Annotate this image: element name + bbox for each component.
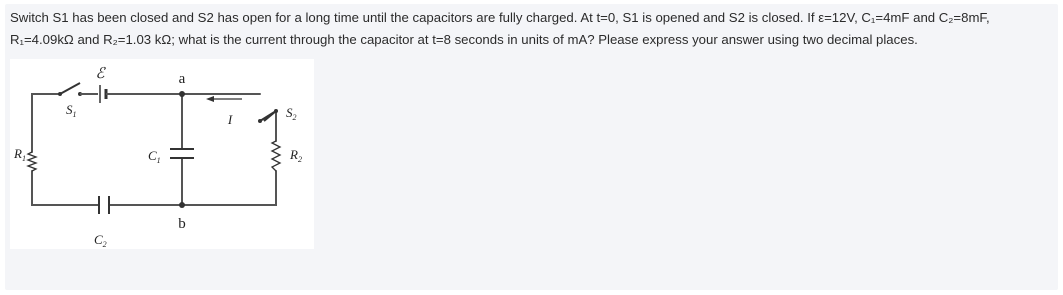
circuit-figure [10, 59, 314, 249]
resistor-r1-label: $R_1$ [14, 146, 26, 163]
resistor-r2-label: $R_2$ [290, 147, 302, 164]
node-a-label: a [178, 71, 186, 87]
question-line-2: R₁=4.09kΩ and R₂=1.03 kΩ; what is the current through the capacitor at t=8 seconds in units of mA? Please express your answer using two decimal places. [10, 32, 918, 47]
capacitor-c1-label: $C_1$ [148, 148, 161, 165]
capacitor-c2-label: $C_2$ [94, 232, 107, 249]
node-b-label: b [178, 216, 186, 232]
switch-s1-pivot [58, 92, 62, 96]
switch-s2-contact [274, 109, 278, 113]
node-b-dot [179, 202, 185, 208]
wire-right-lower [184, 171, 276, 205]
wire-top-left [32, 94, 60, 152]
question-line-1: Switch S1 has been closed and S2 has open for a long time until the capacitors are fully charged. At t=0, S1 is opened and S2 is closed. If ε=12V, C₁=4mF and C₂=8mF, [10, 10, 990, 25]
switch-s2-blade-2 [260, 111, 276, 121]
current-arrow-head [206, 96, 214, 102]
circuit-diagram [10, 59, 314, 249]
resistor-r2 [272, 141, 280, 171]
wire-bottom-left [32, 171, 99, 205]
current-label: I [227, 112, 233, 127]
switch-s2-pivot [258, 119, 262, 123]
emf-label: ℰ [95, 66, 105, 82]
question-text [10, 7, 1050, 51]
node-a-dot [179, 91, 185, 97]
switch-s2-label: $S_2$ [286, 105, 297, 122]
switch-s1-blade [60, 83, 80, 94]
resistor-r1 [28, 152, 36, 171]
switch-s1-label: $S_1$ [66, 102, 77, 119]
